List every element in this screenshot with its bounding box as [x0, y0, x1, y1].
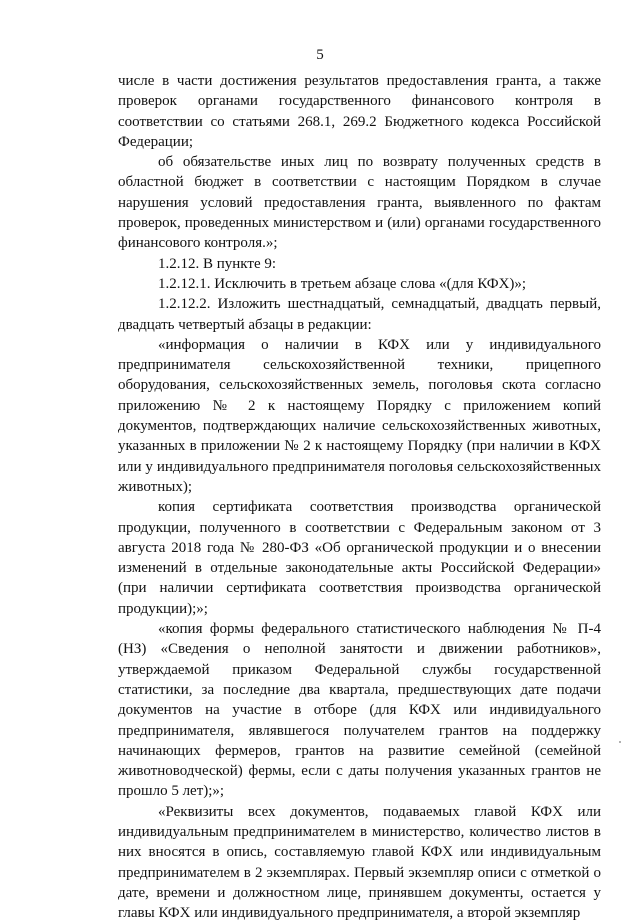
- paragraph-3: 1.2.12. В пункте 9:: [158, 255, 277, 272]
- document-body: [118, 71, 601, 923]
- paragraph-5: 1.2.12.2. Изложить шестнадцатый, семнадцатый, двадцать первый, двадцать четвертый абзацы в редакции:: [118, 296, 601, 333]
- paragraph-8: «копия формы федерального статистического наблюдения № П-4 (НЗ) «Сведения о неполной занятости и движении работников», утверждаемой приказом Федеральной службы государственной статистики, за последние два квартала, предшествующих дате подачи документов на участие в отборе (для КФХ или индивидуального предпринимателя, являвшегося получателем грантов на поддержку начинающих фермеров, грантов на развитие семейной (семейной животноводческой) фермы, если с даты получения указанных грантов не прошло 5 лет);»;: [118, 621, 601, 800]
- margin-mark: [619, 741, 621, 743]
- paragraph-6: «информация о наличии в КФХ или у индивидуального предпринимателя сельскохозяйственной техники, прицепного оборудования, сельскохозяйственных земель, поголовья скота согласно приложению № 2 к настоящему Порядку с приложением копий документов, подтверждающих наличие сельскохозяйственных животных, указанных в приложении № 2 к настоящему Порядку (при наличии в КФХ или у индивидуального предпринимателя поголовья сельскохозяйственных животных);: [118, 336, 601, 495]
- paragraph-7: копия сертификата соответствия производства органической продукции, полученного в соответствии с Федеральным законом от 3 августа 2018 года № 280-ФЗ «Об органической продукции и о внесении изменений в отдельные законодательные акты Российской Федерации» (при наличии сертификата соответствия производства органической продукции);»;: [118, 499, 601, 617]
- paragraph-1: числе в части достижения результатов предоставления гранта, а также проверок органами государственного финансового контроля в соответствии со статьями 268.1, 269.2 Бюджетного кодекса Российской Федерации;: [118, 73, 601, 150]
- page-number: 5: [316, 47, 324, 63]
- paragraph-9: «Реквизиты всех документов, подаваемых главой КФХ или индивидуальным предпринимателем в министерство, количество листов в них вносятся в опись, составляемую главой КФХ или индивидуальным предпринимателем в 2 экземплярах. Первый экземпляр описи с отметкой о дате, времени и должностном лице, принявшем документы, остается у главы КФХ или индивидуального предпринимателя, а второй экземпляр: [118, 803, 601, 922]
- paragraph-2: об обязательстве иных лиц по возврату полученных средств в областной бюджет в соответствии с настоящим Порядком в случае нарушения условий предоставления гранта, выявленного по фактам проверок, проведенных министерством и (или) органами государственного финансового контроля.»;: [118, 154, 601, 252]
- paragraph-4: 1.2.12.1. Исключить в третьем абзаце слова «(для КФХ)»;: [158, 275, 527, 292]
